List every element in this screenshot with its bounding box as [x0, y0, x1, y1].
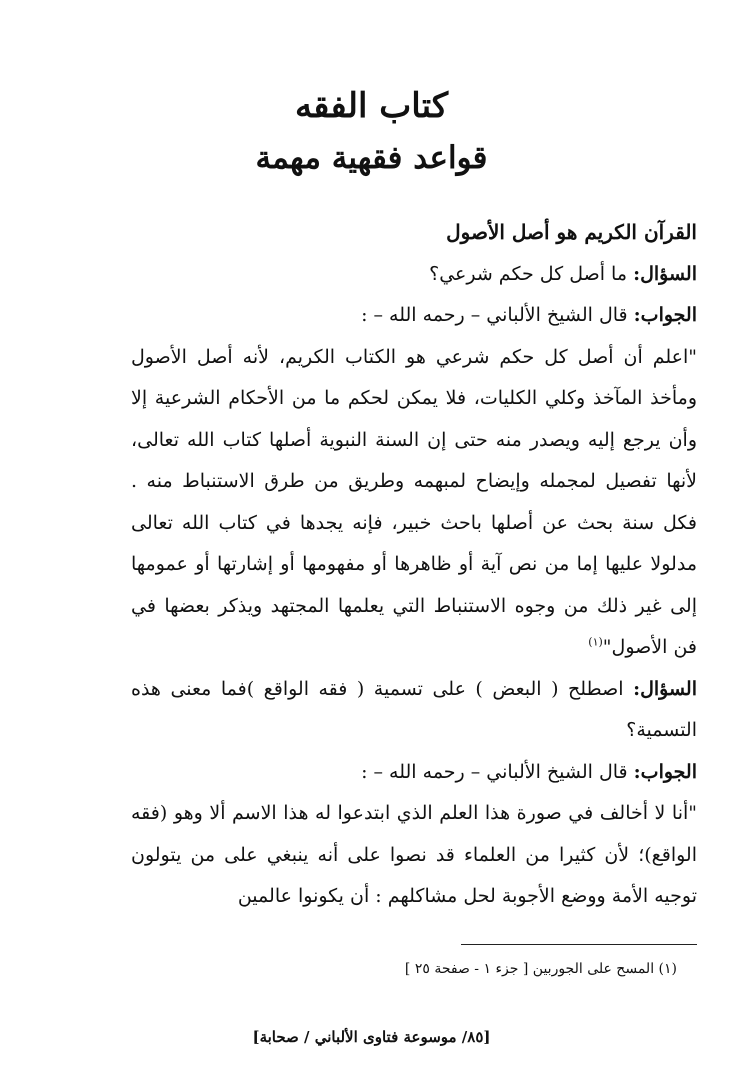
- footnote-divider: [461, 944, 697, 945]
- answer-attribution: قال الشيخ الألباني – رحمه الله – :: [361, 760, 628, 783]
- answer-label: الجواب:: [633, 760, 697, 783]
- answer-label: الجواب:: [633, 304, 697, 326]
- question-text: اصطلح ( البعض ) على تسمية ( فقه الواقع )فما معنى هذه التسمية؟: [131, 677, 697, 741]
- question-2: [131, 669, 697, 752]
- title-block: [0, 80, 743, 184]
- question-text: ما أصل كل حكم شرعي؟: [429, 262, 628, 285]
- question-1: [131, 254, 697, 296]
- answer-quote-2: [131, 793, 697, 918]
- footnote: (١) المسح على الجوربين [ جزء ١ - صفحة ٢٥ ]: [404, 961, 677, 977]
- topic-heading: القرآن الكريم هو أصل الأصول: [446, 220, 697, 244]
- book-title: كتاب الفقه: [294, 86, 449, 126]
- answer-1: [131, 295, 697, 337]
- page-footer: [٨٥/ موسوعة فتاوى الألباني / صحابة]: [252, 1028, 491, 1046]
- footnote-reference: (١): [588, 635, 603, 649]
- answer-attribution: قال الشيخ الألباني – رحمه الله – :: [361, 304, 628, 326]
- quote-text: "اعلم أن أصل كل حكم شرعي هو الكتاب الكريم، لأنه أصل الأصول ومأخذ المآخذ وكلي الكليات، فلا يمكن لحكم ما من الأحكام الشرعية إلا وأن يرجع إليه ويصدر منه حتى إن السنة النبوية أصلها كتاب الله تعالى، لأنها تفصيل لمجمله وإيضاح لمبهمه وطريق من طرق الاستنباط منه . فكل سنة بحث عن أصلها باحث خبير، فإنه يجدها في كتاب الله تعالى مدلولا عليها إما من نص آية أو ظاهرها أو مفهومها أو إشارتها أو عمومها إلى غير ذلك من وجوه الاستنباط التي يعلمها المجتهد ويذكر بعضها في فن الأصول": [131, 345, 697, 658]
- answer-2: [131, 752, 697, 794]
- section-title: قواعد فقهية مهمة: [255, 140, 488, 176]
- question-label: السؤال:: [633, 262, 697, 285]
- question-label: السؤال:: [633, 677, 697, 700]
- answer-quote-1: [131, 337, 697, 669]
- body-text: [131, 212, 697, 918]
- quote-text: "أنا لا أخالف في صورة هذا العلم الذي ابتدعوا له هذا الاسم ألا وهو (فقه الواقع)؛ لأن كثيرا من العلماء قد نصوا على أنه ينبغي على من يتولون توجيه الأمة ووضع الأجوبة لحل مشاكلهم : أن يكونوا عالمين: [131, 802, 697, 907]
